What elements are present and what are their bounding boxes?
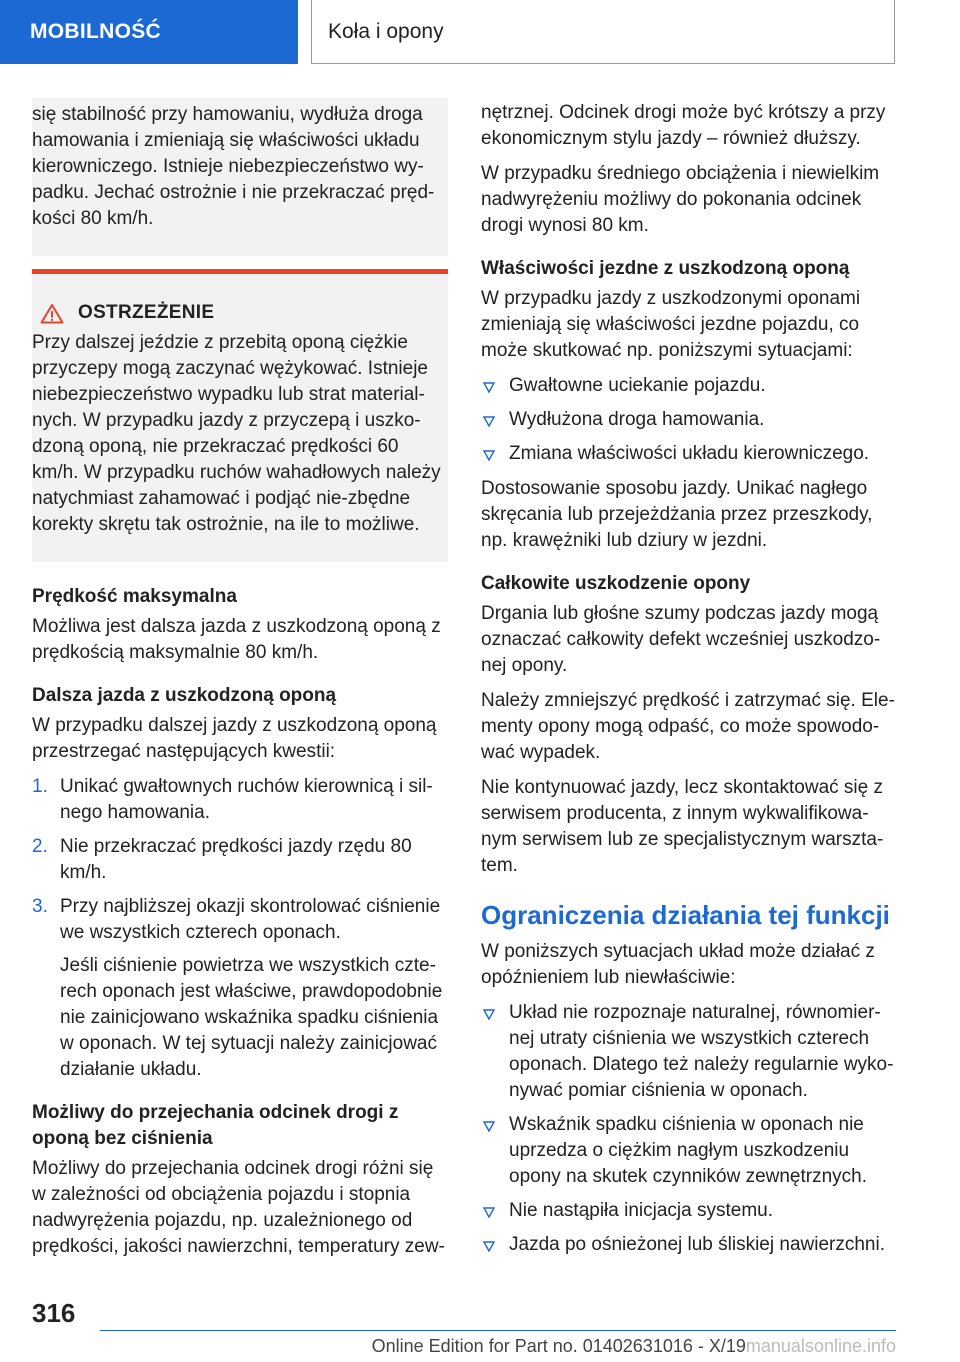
driving-intro: W przypadku jazdy z uszkodzonymi oponami zmieniają się właściwości jezdne pojazdu, co może skutkować np. poniższymi sytuacjami: [481,288,861,361]
list-item [481,1112,897,1190]
warning-box [32,269,448,562]
triangle-bullet-icon [483,1009,495,1021]
triangle-bullet-icon [483,1121,495,1133]
section-continued [32,683,448,1083]
warning-triangle-icon [40,303,64,324]
left-column [32,100,448,1269]
list-item [32,834,448,886]
list-text: Nie nastąpiła inicjacja systemu. [509,1200,774,1221]
list-item [481,407,897,433]
list-item [32,894,448,946]
list-item [481,1232,897,1258]
heading-continued: Dalsza jazda z uszkodzoną oponą [32,685,337,706]
list-item [481,373,897,399]
triangle-bullet-icon [483,450,495,462]
list-item [481,1198,897,1224]
distance-text: Możliwy do przejechania odcinek drogi różni się w zależności od obciążenia pojazdu i stopnia nadwyrężenia pojazdu, np. uzależnionego od prędkości, jakości nawierzchni, temperatury zew‐ [32,1158,445,1257]
list-text: Jazda po ośnieżonej lub śliskiej nawierzchni. [509,1234,885,1255]
numbered-list [32,774,448,946]
list-text: Zmiana właściwości układu kierowniczego. [509,443,870,464]
list-number: 2. [32,836,48,857]
warning-text: Przy dalszej jeździe z przebitą oponą ciężkie przyczepy mogą zaczynać wężykować. Istnieje niebezpieczeństwo wypadku lub strat material‐nych. W przypadku jazdy z przyczepą i uszko‐dzoną oponą, nie przekraczać prędkości 60 km/h. W przypadku ruchów wahadłowych należy natychmiast zahamować i podjąć nie‐zbędne korekty skrętu tak ostrożnie, na ile to możliwe. [32,332,441,535]
list-text: Gwałtowne uciekanie pojazdu. [509,375,766,396]
triangle-bullet-icon [483,1207,495,1219]
section-total [481,571,897,879]
intro-text: się stabilność przy hamowaniu, wydłuża droga hamowania i zmieniają się właściwości układu kierowniczego. Istnieje niebezpieczeństwo wy‐padku. Jechać ostrożnie i nie przekraczać pręd‐kości 80 km/h. [32,104,435,229]
list-item [32,774,448,826]
intro-box [32,98,448,256]
continuation-text: nętrznej. Odcinek drogi może być krótszy a przy ekonomicznym stylu jazdy – również dłuższy. [481,102,886,149]
heading-distance: Możliwy do przejechania odcinek drogi z oponą bez ciśnienia [32,1102,399,1149]
heading-driving: Właściwości jezdne z uszkodzoną oponą [481,258,850,279]
list-text: Układ nie rozpoznaje naturalnej, równomier‐nej utraty ciśnienia we wszystkich czterech oponach. Dlatego też należy regularnie wyko‐nywać pomiar ciśnienia w oponach. [509,1002,894,1101]
right-column [481,100,897,1267]
bullet-list-limits [481,1000,897,1258]
list-text: Wydłużona droga hamowania. [509,409,765,430]
continued-intro: W przypadku dalszej jazdy z uszkodzoną oponą przestrzegać następujących kwestii: [32,715,437,762]
section-tab: MOBILNOŚĆ [0,0,298,64]
total-text-3: Nie kontynuować jazdy, lecz skontaktować się z serwisem producenta, z innym wykwalifikowa‐nym serwisem lub ze specjalistycznym warszta‐tem. [481,777,884,876]
list-text: Nie przekraczać prędkości jazdy rzędu 80 km/h. [60,836,412,883]
list-text: Unikać gwałtownych ruchów kierownicą i sil‐nego hamowania. [60,776,433,823]
list-item [481,1000,897,1104]
heading-limits: Ograniczenia działania tej funkcji [481,900,890,930]
list-number: 3. [32,896,48,917]
distance-value-text: W przypadku średniego obciążenia i niewielkim nadwyrężeniu możliwy do pokonania odcinek drogi wynosi 80 km. [481,163,880,236]
continued-note: Jeśli ciśnienie powietrza we wszystkich czte‐rech oponach jest właściwe, prawdopodobnie nie zainicjowano wskaźnika spadku ciśnienia w oponach. W tej sytuacji należy zainicjować działanie układu. [60,955,443,1080]
footer-divider [100,1330,896,1331]
chapter-title: Koła i opony [311,0,895,64]
footer-edition [372,1336,896,1357]
watermark-text: manualsonline.info [745,1336,896,1356]
heading-total: Całkowite uszkodzenie opony [481,573,751,594]
bullet-list-driving [481,373,897,467]
list-text: Przy najbliższej okazji skontrolować ciśnienie we wszystkich czterech oponach. [60,896,441,943]
list-number: 1. [32,776,48,797]
triangle-bullet-icon [483,416,495,428]
triangle-bullet-icon [483,1241,495,1253]
triangle-bullet-icon [483,382,495,394]
warning-title [32,300,448,326]
max-speed-text: Możliwa jest dalsza jazda z uszkodzoną oponą z prędkością maksymalnie 80 km/h. [32,616,441,663]
section-distance [32,1100,448,1260]
list-text: Wskaźnik spadku ciśnienia w oponach nie uprzedza o ciężkim nagłym uszkodzeniu opony na skutek czynników zewnętrznych. [509,1114,868,1187]
list-item [481,441,897,467]
total-text-1: Drgania lub głośne szumy podczas jazdy mogą oznaczać całkowity defekt wcześniej uszkodzo‐nej opony. [481,603,881,676]
section-driving [481,256,897,554]
driving-outro: Dostosowanie sposobu jazdy. Unikać nagłego skręcania lub przejeżdżania przez przeszkody, np. krawężniki lub dziury w jezdni. [481,478,873,551]
page-number: 316 [32,1298,76,1328]
warning-label: OSTRZEŻENIE [78,302,215,323]
limits-intro: W poniższych sytuacjach układ może działać z opóźnieniem lub niewłaściwie: [481,941,875,988]
edition-text: Online Edition for Part no. 01402631016 - X/19 [371,1336,746,1356]
heading-max-speed: Prędkość maksymalna [32,586,237,607]
section-max-speed [32,584,448,666]
total-text-2: Należy zmniejszyć prędkość i zatrzymać się. Ele‐menty opony mogą odpaść, co może spowodo‐wać wypadek. [481,690,895,763]
